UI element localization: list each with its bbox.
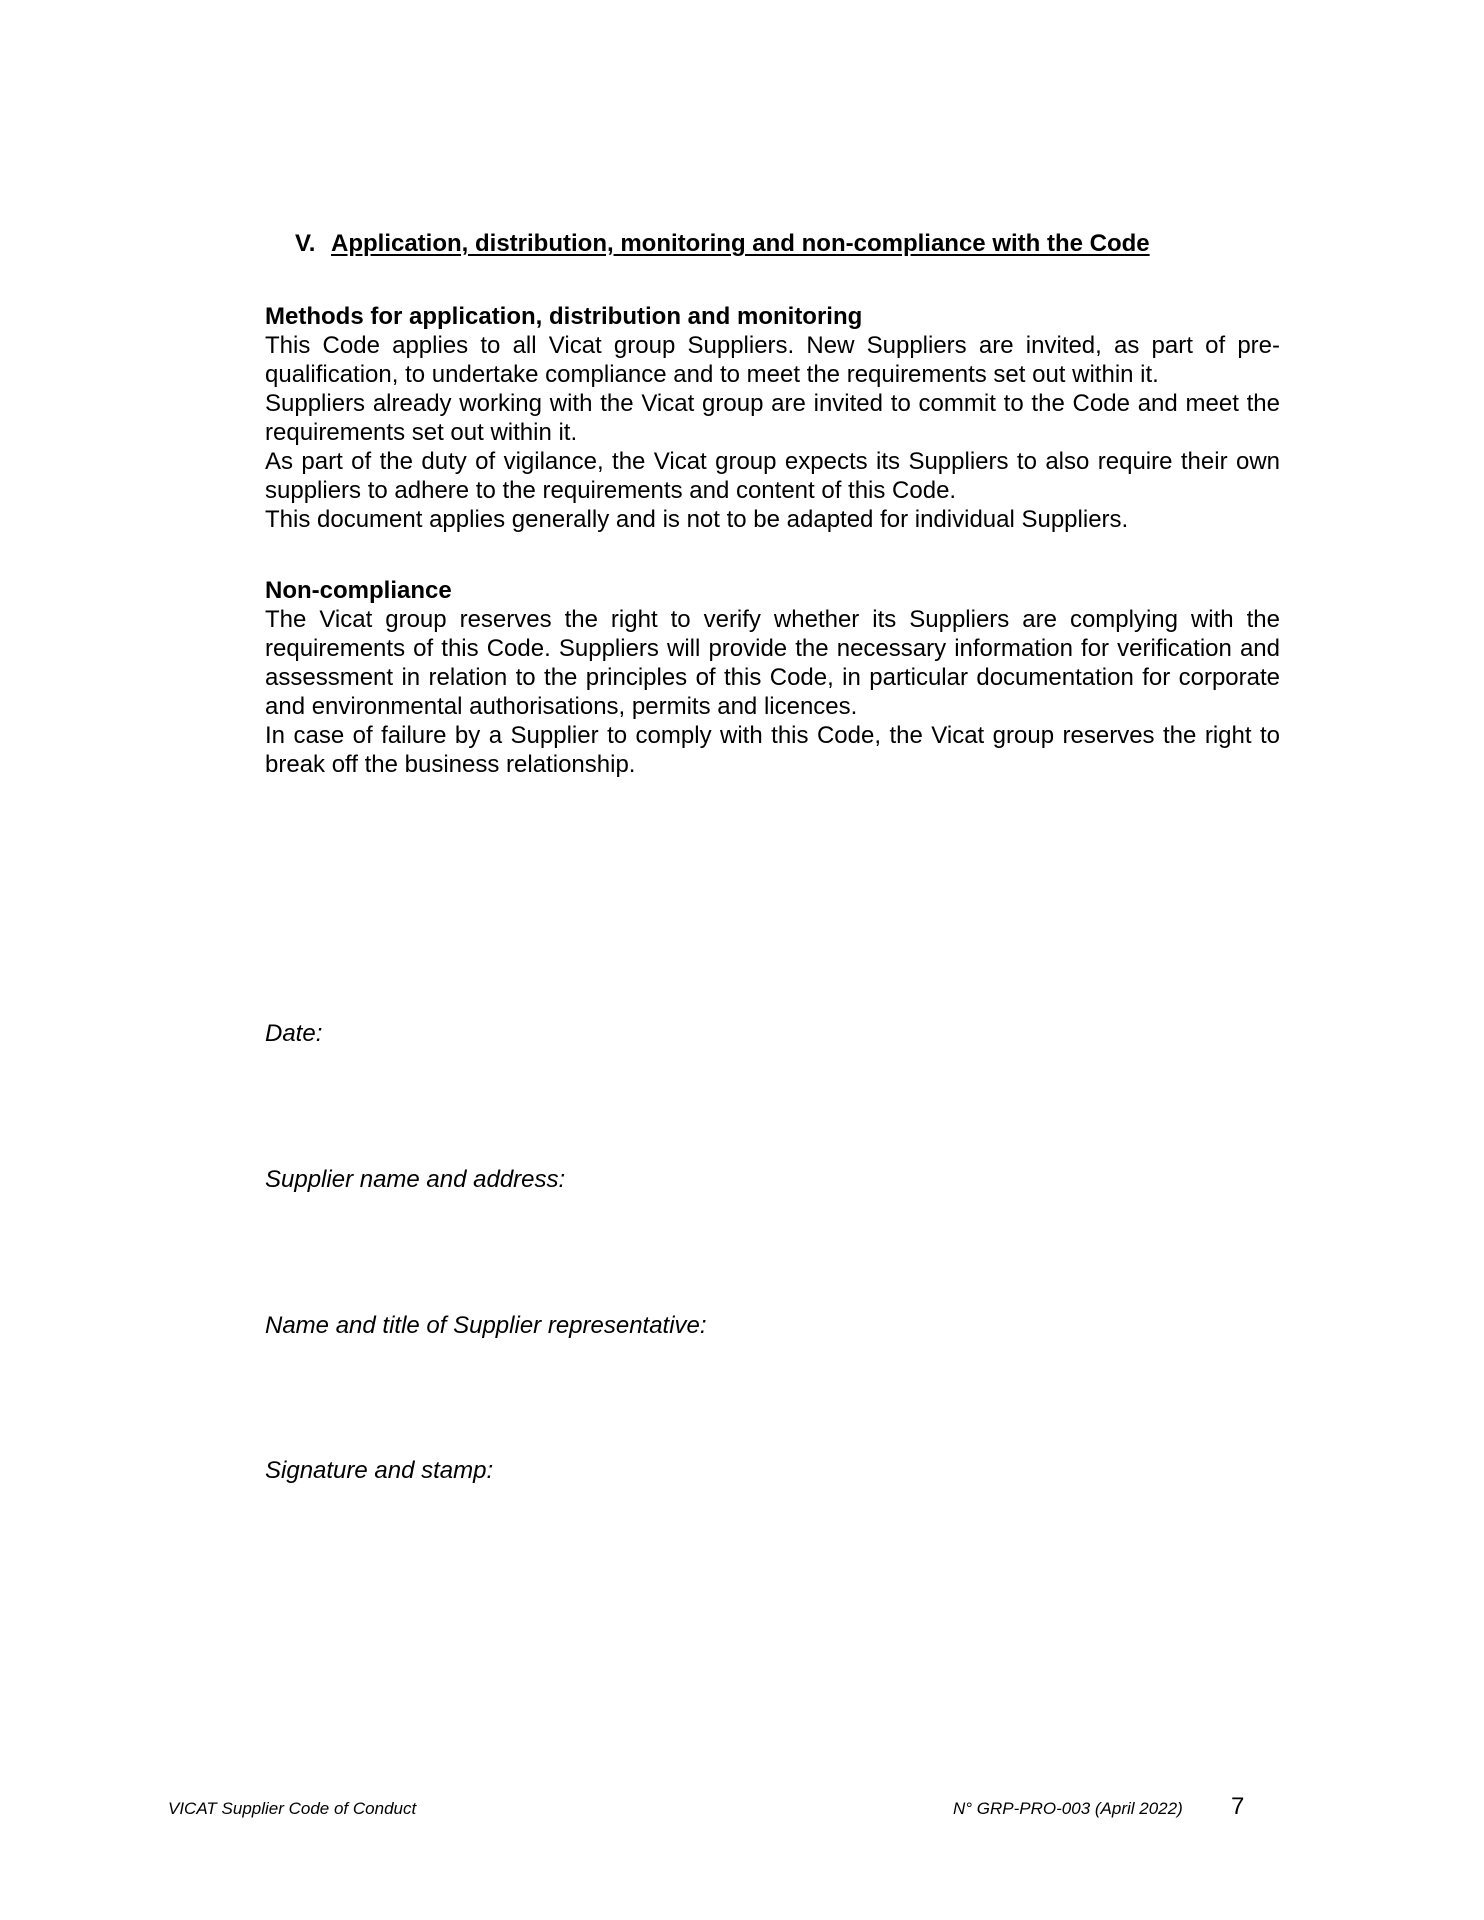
non-compliance-section — [265, 576, 1280, 779]
section-title: Application, distribution, monitoring and non-compliance with the Code — [331, 230, 1150, 257]
supplier-name-address-label: Supplier name and address: — [265, 1166, 566, 1193]
methods-paragraph-4: This document applies generally and is not to be adapted for individual Suppliers. — [265, 506, 1129, 533]
methods-heading: Methods for application, distribution and monitoring — [265, 303, 863, 330]
non-compliance-paragraph-1: The Vicat group reserves the right to verify whether its Suppliers are complying with the requirements of this Code. Suppliers will provide the necessary information for verification and assessment in relation to the principles of this Code, in particular documentation for corporate and environmental authorisations, permits and licences. — [265, 606, 1280, 720]
footer-document-title: VICAT Supplier Code of Conduct — [168, 1799, 417, 1818]
date-field-label: Date: — [265, 1020, 323, 1047]
non-compliance-paragraph-2: In case of failure by a Supplier to comply with this Code, the Vicat group reserves the right to break off the business relationship. — [265, 722, 1280, 778]
page-number: 7 — [1231, 1793, 1245, 1820]
section-heading — [295, 230, 1150, 258]
signature-stamp-label: Signature and stamp: — [265, 1457, 494, 1484]
section-numeral: V. — [295, 230, 316, 257]
non-compliance-heading: Non-compliance — [265, 577, 452, 604]
representative-label: Name and title of Supplier representative: — [265, 1312, 707, 1339]
footer-document-reference: N° GRP-PRO-003 (April 2022) — [953, 1799, 1183, 1818]
methods-paragraph-3: As part of the duty of vigilance, the Vicat group expects its Suppliers to also require their own suppliers to adhere to the requirements and content of this Code. — [265, 448, 1280, 504]
methods-paragraph-2: Suppliers already working with the Vicat group are invited to commit to the Code and meet the requirements set out within it. — [265, 390, 1280, 446]
methods-paragraph-1: This Code applies to all Vicat group Suppliers. New Suppliers are invited, as part of pre-qualification, to undertake compliance and to meet the requirements set out within it. — [265, 332, 1280, 388]
methods-section — [265, 302, 1280, 534]
